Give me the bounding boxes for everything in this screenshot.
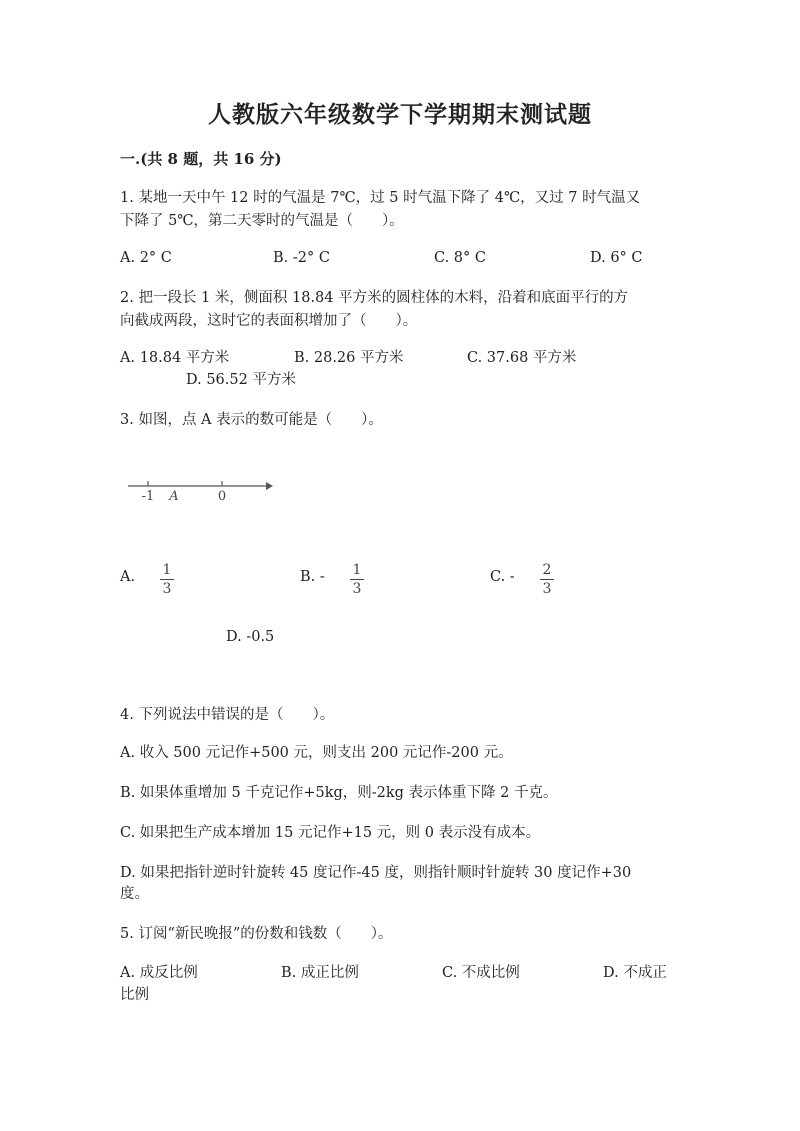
question-2-line-1: 2. 把一段长 1 米，侧面积 18.84 平方米的圆柱体的木料，沿着和底面平行的方	[120, 290, 629, 306]
question-1-option-b: B. -2° C	[273, 250, 330, 266]
section-heading: 一.(共 8 题，共 16 分)	[120, 150, 282, 168]
fraction-numerator: 2	[540, 562, 554, 580]
fraction-denominator: 3	[542, 581, 552, 597]
question-4-option-d-line-1: D. 如果把指针逆时针旋转 45 度记作-45 度，则指针顺时针旋转 30 度记作+30	[120, 865, 632, 881]
question-5-option-a: A. 成反比例	[120, 965, 198, 981]
question-2-option-c: C. 37.68 平方米	[467, 350, 577, 366]
fraction-denominator: 3	[162, 581, 172, 597]
question-2-option-b: B. 28.26 平方米	[294, 350, 404, 366]
question-1-option-a: A. 2° C	[120, 250, 172, 266]
question-2-option-a: A. 18.84 平方米	[120, 350, 230, 366]
question-3-option-c-prefix: C. -	[490, 569, 515, 585]
question-3-line-1: 3. 如图，点 A 表示的数可能是（ ）。	[120, 412, 383, 428]
question-4-line-1: 4. 下列说法中错误的是（ ）。	[120, 707, 335, 723]
number-line-figure	[124, 472, 274, 506]
question-3-option-c-fraction	[540, 562, 554, 597]
question-4-option-d-line-2: 度。	[120, 886, 149, 902]
question-4-option-a: A. 收入 500 元记作+500 元，则支出 200 元记作-200 元。	[120, 745, 513, 761]
question-4-option-b: B. 如果体重增加 5 千克记作+5kg，则-2kg 表示体重下降 2 千克。	[120, 785, 558, 801]
question-5-option-d-line-1: D. 不成正	[603, 965, 667, 981]
question-3-option-a-fraction	[160, 562, 174, 597]
question-2-line-2: 向截成两段，这时它的表面积增加了（ ）。	[120, 313, 418, 329]
question-1-line-2: 下降了 5℃，第二天零时的气温是（ ）。	[120, 213, 404, 229]
question-5-option-b: B. 成正比例	[281, 965, 359, 981]
tick-label-zero: 0	[217, 489, 227, 504]
page-title: 人教版六年级数学下学期期末测试题	[208, 101, 592, 128]
question-3-option-d: D. -0.5	[226, 629, 275, 645]
fraction-numerator: 1	[160, 562, 174, 580]
tick-label-minus-one: -1	[141, 489, 155, 504]
question-4-option-c: C. 如果把生产成本增加 15 元记作+15 元，则 0 表示没有成本。	[120, 825, 541, 841]
question-1-option-d: D. 6° C	[590, 250, 643, 266]
question-3-option-b-prefix: B. -	[300, 569, 325, 585]
point-a-label: A	[169, 489, 179, 504]
question-3-option-b-fraction	[350, 562, 364, 597]
fraction-numerator: 1	[350, 562, 364, 580]
number-line-arrow	[266, 482, 273, 490]
fraction-denominator: 3	[352, 581, 362, 597]
question-2-option-d: D. 56.52 平方米	[186, 372, 296, 388]
question-5-option-d-line-2: 比例	[120, 987, 149, 1003]
question-5-line-1: 5. 订阅“新民晚报”的份数和钱数（ ）。	[120, 926, 393, 942]
question-3-option-a-prefix: A.	[120, 569, 136, 585]
question-1-option-c: C. 8° C	[434, 250, 486, 266]
question-5-option-c: C. 不成比例	[442, 965, 520, 981]
question-1-line-1: 1. 某地一天中午 12 时的气温是 7℃，过 5 时气温下降了 4℃，又过 7 时气温又	[120, 190, 641, 206]
